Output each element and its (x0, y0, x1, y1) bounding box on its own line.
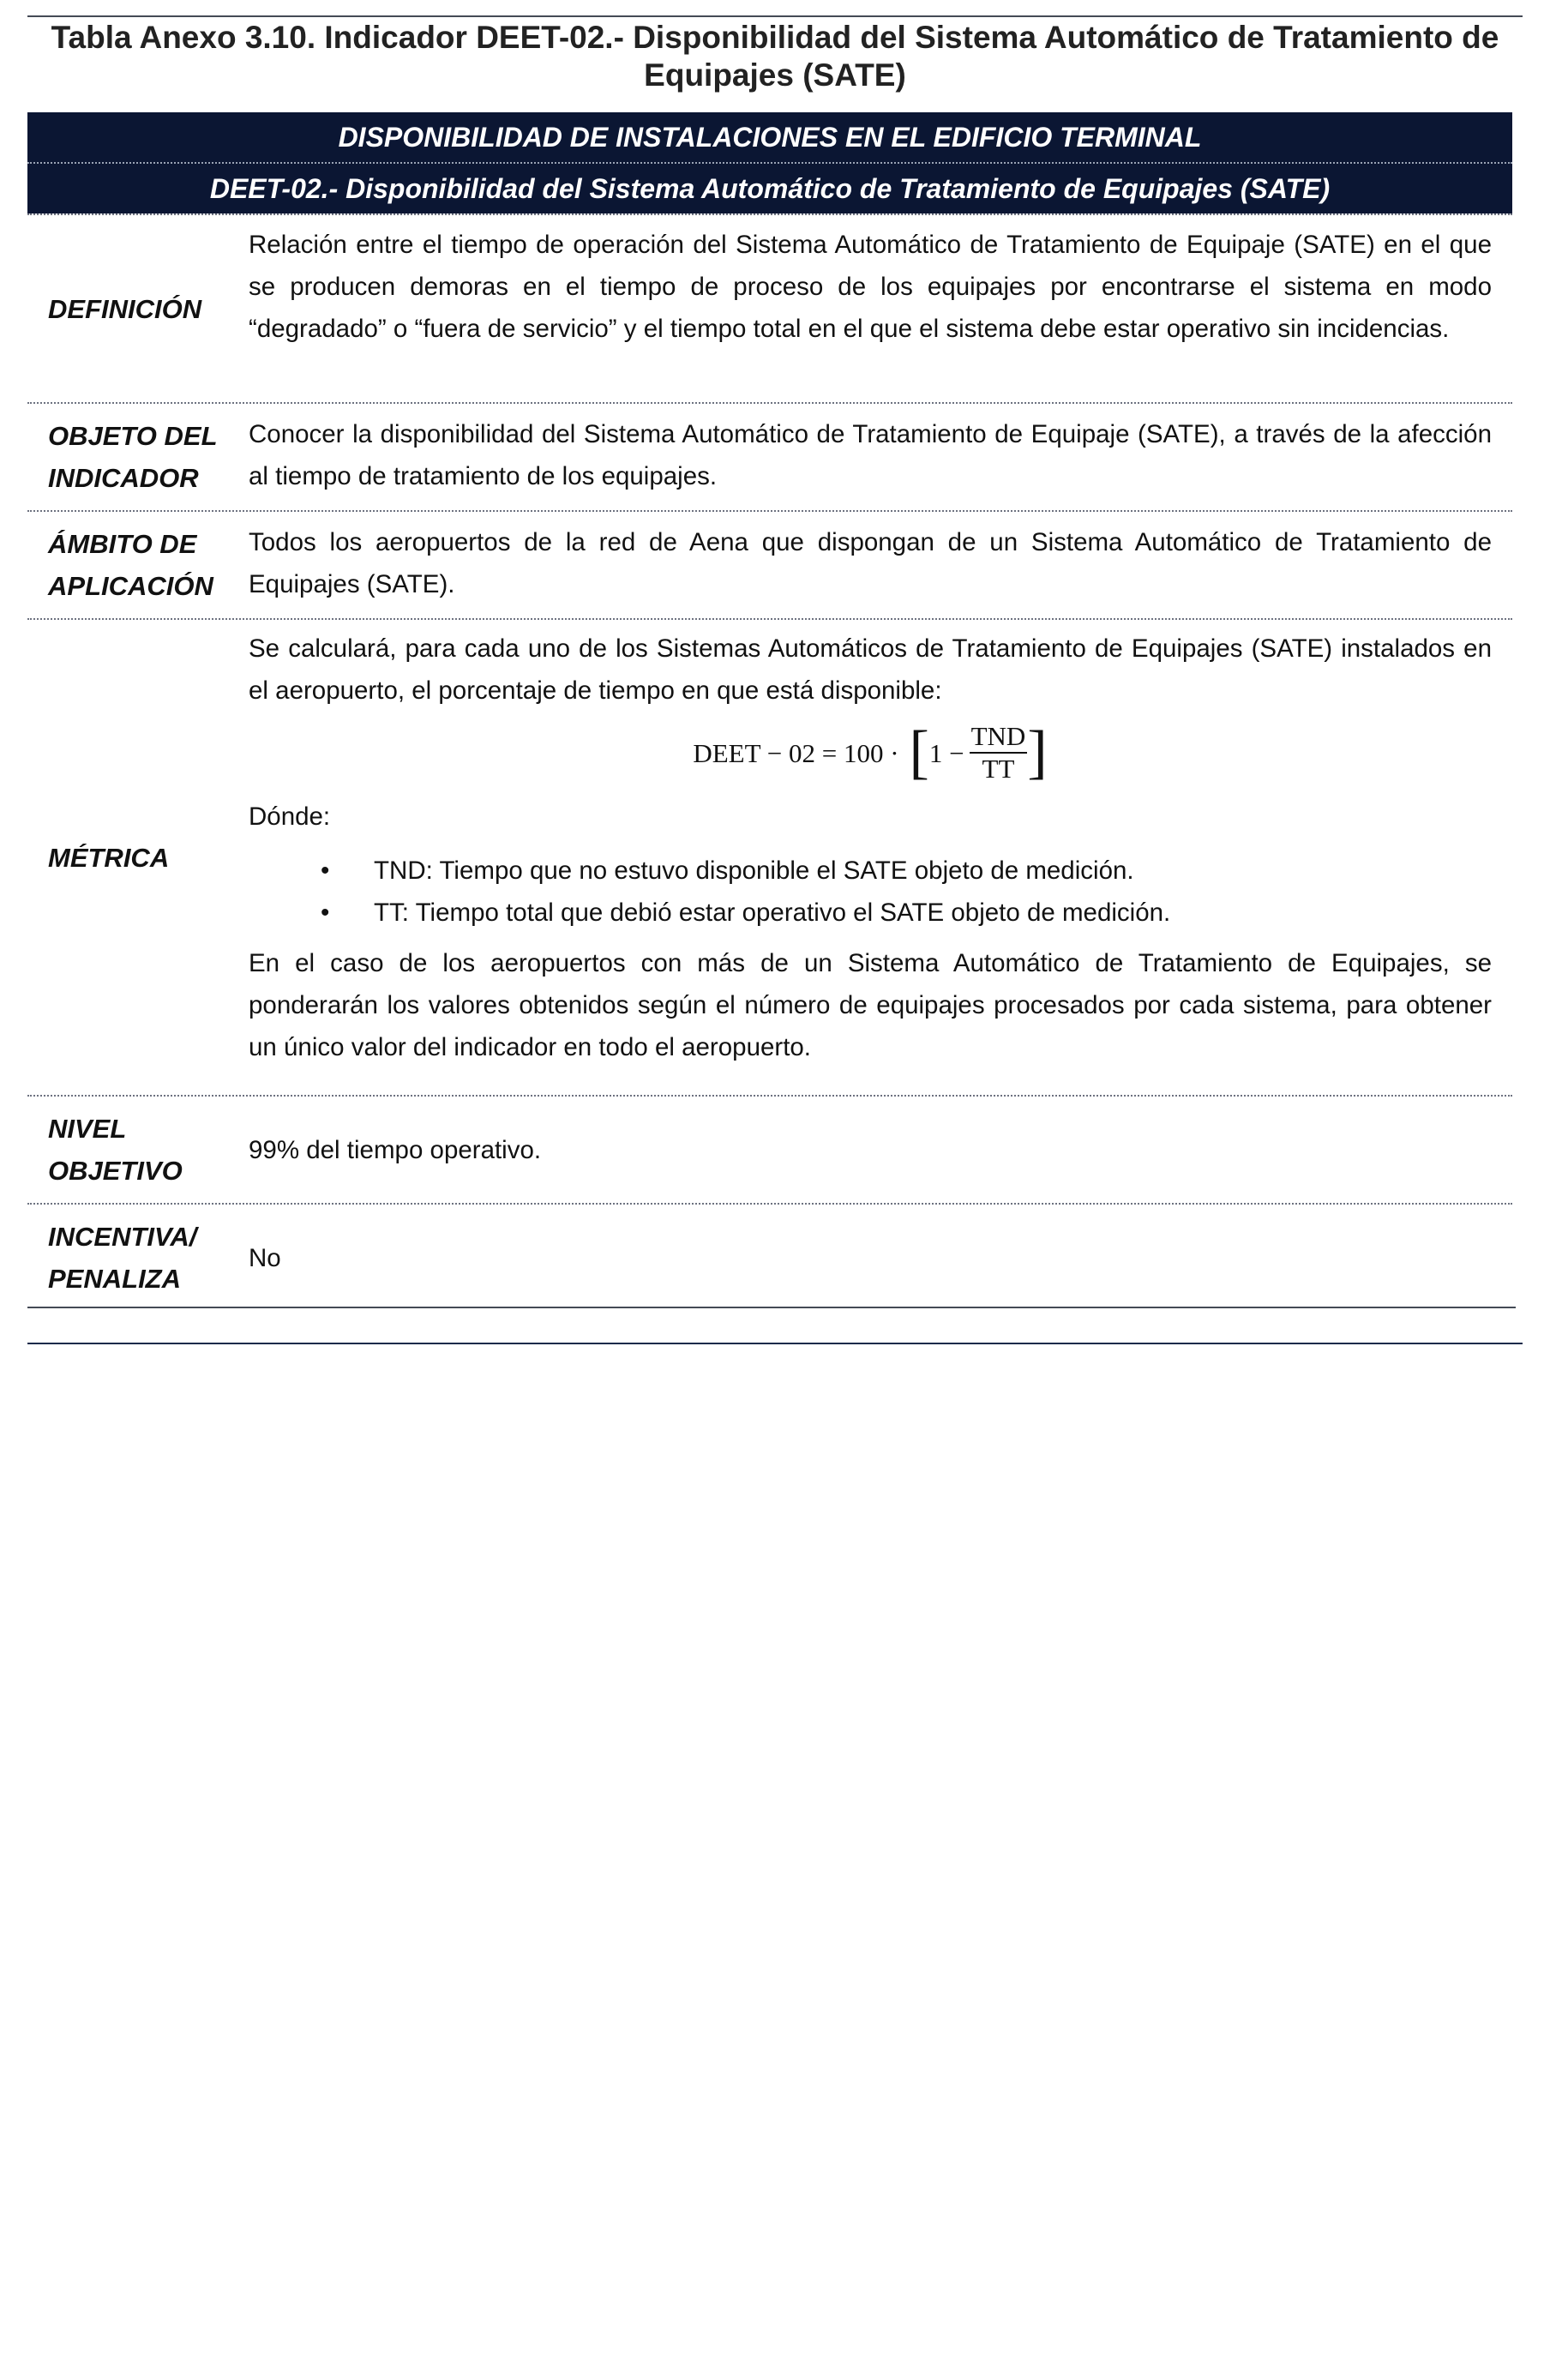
row-ambito (27, 510, 1512, 618)
row-objeto (27, 402, 1512, 510)
table-bottom-divider (27, 1307, 1516, 1308)
metrica-closing: En el caso de los aeropuertos con más de un Sistema Automático de Tratamiento de Equipajes, se ponderarán los valores obtenidos según el número de equipajes procesados por cada sistema, para obtener un único valor del indicador en todo el aeropuerto. (249, 949, 1492, 1061)
indicator-header: DEET-02.- Disponibilidad del Sistema Automático de Tratamiento de Equipajes (SATE) (27, 164, 1512, 213)
list-item: • TND: Tiempo que no estuvo disponible el SATE objeto de medición. (96, 850, 1492, 892)
indicator-table (27, 112, 1512, 1311)
table-caption: Tabla Anexo 3.10. Indicador DEET-02.- Disponibilidad del Sistema Automático de Tratamiento de Equipajes (SATE) (51, 20, 1499, 93)
row-incentiva (27, 1203, 1512, 1311)
row-label-nivel: NIVEL OBJETIVO (48, 1114, 183, 1186)
row-nivel (27, 1095, 1512, 1203)
donde-label: Dónde: (249, 802, 331, 831)
formula-one: 1 − (928, 737, 964, 768)
variable-list (96, 850, 1492, 934)
formula-lhs: DEET − 02 = 100 · (693, 737, 899, 768)
metrica-intro: Se calculará, para cada uno de los Sistemas Automáticos de Tratamiento de Equipajes (SATE) instalados en el aeropuerto, el porcentaje de tiempo en que está disponible: (249, 634, 1492, 705)
row-metrica (27, 618, 1512, 1095)
metric-formula (249, 715, 1492, 790)
fraction-numerator: TND (970, 721, 1028, 754)
fraction-denominator: TT (982, 754, 1015, 784)
page-bottom-divider (27, 1343, 1523, 1344)
left-bracket: [ (909, 719, 929, 785)
row-definicion (27, 213, 1512, 402)
row-text-incentiva: No (249, 1243, 281, 1272)
formula-fraction (970, 721, 1028, 784)
row-label-objeto: OBJETO DEL INDICADOR (48, 421, 217, 493)
top-divider (27, 15, 1523, 17)
right-bracket: ] (1027, 719, 1048, 785)
list-item: • TT: Tiempo total que debió estar operativo el SATE objeto de medición. (96, 892, 1492, 934)
row-label-incentiva: INCENTIVA/ PENALIZA (48, 1222, 197, 1294)
row-label-definicion: DEFINICIÓN (48, 293, 202, 324)
row-text-objeto: Conocer la disponibilidad del Sistema Automático de Tratamiento de Equipaje (SATE), a través de la afección al tiempo de tratamiento de los equipajes. (249, 420, 1492, 490)
row-text-ambito: Todos los aeropuertos de la red de Aena que dispongan de un Sistema Automático de Tratamiento de Equipajes (SATE). (249, 528, 1492, 598)
row-text-definicion: Relación entre el tiempo de operación del Sistema Automático de Tratamiento de Equipaje (SATE) en el que se producen demoras en el tiempo de proceso de los equipajes por encontrarse el sistema en modo “degradado” o “fuera de servicio” y el tiempo total en el que el sistema debe estar operativo sin incidencias. (249, 231, 1492, 343)
row-text-nivel: 99% del tiempo operativo. (249, 1135, 542, 1164)
row-label-ambito: ÁMBITO DE APLICACIÓN (48, 529, 213, 601)
row-text-metrica (249, 620, 1512, 1095)
section-header: DISPONIBILIDAD DE INSTALACIONES EN EL EDIFICIO TERMINAL (27, 112, 1512, 164)
row-label-metrica: MÉTRICA (48, 842, 170, 873)
